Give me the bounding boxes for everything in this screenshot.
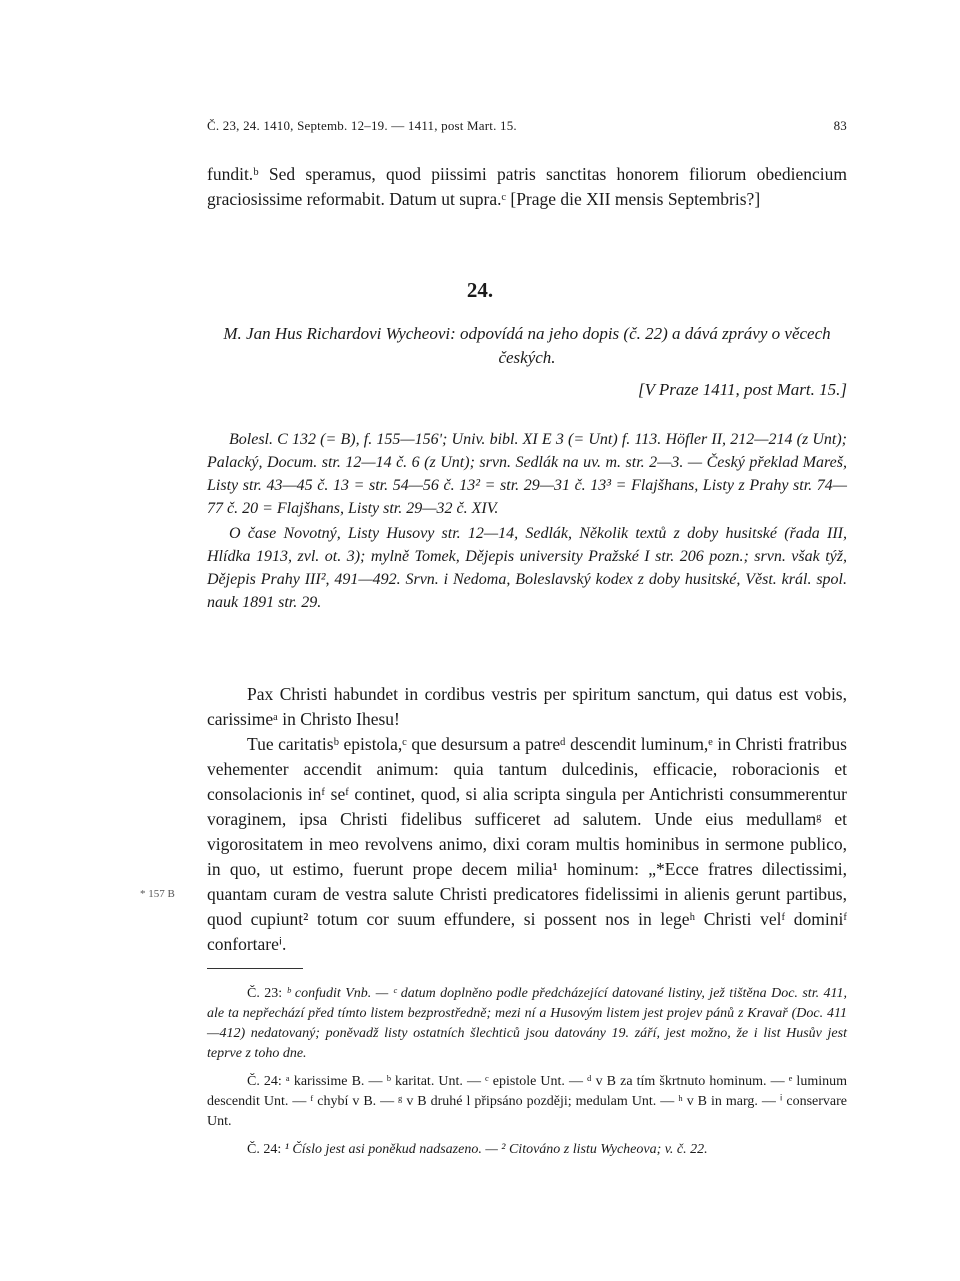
margin-folio-note: * 157 B <box>140 888 175 900</box>
footnote-label: Č. 24: <box>247 1074 286 1089</box>
header-reference: Č. 23, 24. 1410, Septemb. 12–19. — 1411, post Mart. 15. <box>207 118 517 133</box>
letter-paragraph: Pax Christi habundet in cordibus vestris per spiritum sanctum, qui datus est vobis, carissimeᵃ in Christo Ihesu! <box>207 684 847 729</box>
place-date: [V Praze 1411, post Mart. 15.] <box>637 380 847 399</box>
letter-body <box>207 682 847 957</box>
sources-paragraph: Bolesl. C 132 (= B), f. 155—156ʹ; Univ. bibl. XI E 3 (= Unt) f. 113. Höfler II, 212—214 (z Unt); Palacký, Docum. str. 12—14 č. 6 (z Unt); srvn. Sedlák na uv. m. str. 2—3. — Český překlad Mareš, Listy str. 43—45 č. 13 = str. 54—56 č. 13² = str. 29—31 č. 13³ = Flajšhans, Listy z Prahy str. 74—77 č. 20 = Flajšhans, Listy str. 29—32 č. XIV. <box>207 431 847 517</box>
sources-paragraph: O čase Novotný, Listy Husovy str. 12—14, Sedlák, Několik textů z doby husitské (řada III, Hlídka 1913, zvl. ot. 3); mylně Tomek, Dějepis university Pražské I str. 206 pozn.; srvn. však týž, Dějepis Prahy III², 491—492. Srvn. i Nedoma, Boleslavský kodex z doby husitské, Věst. král. spol. nauk 1891 str. 29. <box>207 525 847 611</box>
letter-paragraph: Tue caritatisᵇ epistola,ᶜ que desursum a patreᵈ descendit luminum,ᵉ in Christi fratribus vehementer accendit animum: quia tantum dulcedinis, efficacie, roboracionis et consolacionis inᶠ seᶠ continet, quod, si alia scripta singula per Antichristi consummerentur voraginem, ipsa Christi fidelibus sufficeret ad salutem. Unde eius medullamᵍ et vigorositatem in meo revolvens animo, dixi coram multis hominibus in sermone publico, in quo, ut estimo, fuerunt prope decem milia¹ hominum: „*Ecce fratres dilectissimi, quantam curam de vestra salute Christi predicatores fidelissimi in alienis gerunt partibus, quod cupiunt² totum cor suum effundere, si possent nos in legeʰ Christi velᶠ dominiᶠ confortareⁱ. <box>207 734 847 954</box>
footnote-label: Č. 24: <box>247 1142 285 1157</box>
footnote-divider <box>207 968 303 969</box>
document-title: M. Jan Hus Richardovi Wycheovi: odpovídá na jeho dopis (č. 22) a dává zprávy o věcech českých. <box>223 324 831 367</box>
footnote-text: ¹ Číslo jest asi poněkud nadsazeno. — ² Citováno z listu Wycheova; v. č. 22. <box>284 1142 708 1157</box>
footnote-text: ᵇ confudit Vnb. — ᶜ datum doplněno podle předcházející datované listiny, jež tištěna Doc. str. 411, ale ta nepřechází před tímto listem bezprostředně; mezi ní a Husovým listem jest projev pánů z Kravař (Doc. 411—412) nedatovaný; poněvadž listy ostatních šlechticů jsou datovány 19. září, jest možno, že i list Husův jest teprve z toho dne. <box>207 986 848 1061</box>
sources-section <box>207 428 847 616</box>
page-number: 83 <box>833 118 847 133</box>
document-number: 24. <box>466 278 494 302</box>
footnotes <box>207 984 847 1168</box>
footnote-text: ᵃ karissime B. — ᵇ karitat. Unt. — ᶜ epistole Unt. — ᵈ v B za tím škrtnuto hominum. — ᵉ luminum descendit Unt. — ᶠ chybí v B. — ᵍ v B druhé l připsáno později; medulam Unt. — ʰ v B in marg. — ⁱ conservare Unt. <box>207 1074 847 1129</box>
footnote <box>207 984 847 1064</box>
footnote <box>207 1140 847 1160</box>
footnote <box>207 1072 847 1132</box>
previous-letter-end: fundit.ᵇ Sed speramus, quod piissimi patris sanctitas honorem filiorum obediencium graciosissime reformabit. Datum ut supra.ᶜ [Prage die XII mensis Septembris?] <box>207 164 847 209</box>
footnote-label: Č. 23: <box>247 986 287 1001</box>
